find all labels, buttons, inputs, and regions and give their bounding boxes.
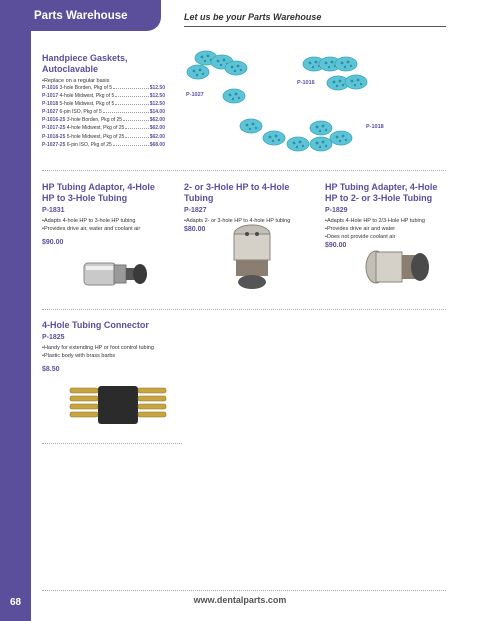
adaptor-body <box>234 234 270 260</box>
price-row: P-1018 5-hole Midwest, Pkg of 5 $12.50 <box>42 101 165 108</box>
product-bullets <box>325 217 445 241</box>
adaptor-photo-p1829 <box>360 242 435 297</box>
product-price: $8.50 <box>42 366 60 373</box>
website-url: www.dentalparts.com <box>193 595 287 605</box>
footer-divider <box>42 590 446 591</box>
product-bullets <box>42 217 167 233</box>
adaptor-collar <box>114 265 126 283</box>
sidebar-band <box>0 0 31 621</box>
product-p1831 <box>42 182 167 246</box>
gasket-item <box>240 119 262 133</box>
price-row: P-1017-25 4-hole Midwest, Pkg of 25 $62.00 <box>42 125 165 132</box>
product-title: HP Tubing Adaptor, 4-Hole HP to 3-Hole Tubing <box>42 182 155 203</box>
gasket-title: Handpiece Gaskets, Autoclavable <box>42 53 128 74</box>
adaptor-photo-p1831 <box>78 248 158 303</box>
adaptor-nut <box>236 260 268 276</box>
gasket-item <box>310 137 332 151</box>
image-label: P-1027 <box>186 92 204 98</box>
gasket-section <box>42 53 177 85</box>
gasket-photos <box>176 46 446 156</box>
product-title: HP Tubing Adapter, 4-Hole HP to 2- or 3-Hole Tubing <box>325 182 438 203</box>
adaptor-photo-p1827 <box>222 220 282 295</box>
gasket-item <box>225 61 247 75</box>
page-number: 68 <box>9 597 22 608</box>
product-bullet: • Provides drive air, water and coolant air <box>42 225 167 233</box>
gasket-item <box>345 75 367 89</box>
header-tab <box>0 0 161 31</box>
product-code: P-1825 <box>42 334 65 341</box>
connector-body <box>98 386 138 424</box>
gasket-price-list <box>42 84 165 149</box>
product-bullet: • Handy for extending HP or foot control tubing <box>42 344 182 352</box>
section-divider <box>42 170 446 171</box>
gasket-item <box>330 131 352 145</box>
price-row: P-1016-25 3-hole Borden, Pkg of 25 $62.00 <box>42 117 165 124</box>
gasket-item <box>263 131 285 145</box>
product-bullets <box>42 344 182 360</box>
image-label: P-1016 <box>297 80 315 86</box>
adaptor-end <box>411 253 429 281</box>
gasket-item <box>287 137 309 151</box>
adaptor-end <box>133 264 147 284</box>
price-row: P-1016 3-hole Borden, Pkg of 5 $12.50 <box>42 85 165 91</box>
product-code: P-1831 <box>42 207 65 214</box>
gasket-item <box>335 57 357 71</box>
gasket-item <box>310 121 332 135</box>
product-bullet: • Provides drive air and water <box>325 225 445 233</box>
product-bullet: • Adapts 4-hole HP to 3-hole HP tubing <box>42 217 167 225</box>
tagline: Let us be your Parts Warehouse <box>184 12 322 22</box>
product-bullet: • Does not provide coolant air <box>325 233 445 241</box>
image-label: P-1018 <box>366 124 384 130</box>
product-bullet: • Adapts 2- or 3-hole HP to 4-hole HP tubing <box>184 217 309 225</box>
section-title: Parts Warehouse <box>34 10 128 22</box>
adaptor-body <box>376 252 402 282</box>
connector-photo-p1825 <box>60 378 180 433</box>
header-divider <box>184 26 446 27</box>
gasket-item <box>223 89 245 103</box>
product-bullet: • Adapts 4-Hole HP to 2/3-Hole HP tubing <box>325 217 445 225</box>
product-code: P-1829 <box>325 207 348 214</box>
gasket-item <box>187 65 209 79</box>
product-title: 2- or 3-Hole HP to 4-Hole Tubing <box>184 182 290 203</box>
price-row: P-1018-25 5-hole Midwest, Pkg of 25 $62.00 <box>42 133 165 140</box>
price-row: P-1027 6-pin ISO, Pkg of 5 $14.00 <box>42 109 165 116</box>
product-p1825 <box>42 320 182 373</box>
product-p1829 <box>325 182 445 249</box>
product-code: P-1827 <box>184 207 207 214</box>
price-row: P-1027-25 6-pin ISO, Pkg of 25 $68.00 <box>42 141 165 148</box>
product-bullet: • Plastic body with brass barbs <box>42 352 182 360</box>
section-divider <box>42 309 446 310</box>
product-price: $90.00 <box>325 242 347 249</box>
price-row: P-1017 4-hole Midwest, Pkg of 5 $12.50 <box>42 93 165 100</box>
product-title: 4-Hole Tubing Connector <box>42 320 149 330</box>
section-divider <box>42 443 182 444</box>
gasket-bullet: • Replace on a regular basis <box>42 77 177 85</box>
product-price: $90.00 <box>42 239 64 246</box>
adaptor-end <box>238 275 266 289</box>
product-price: $80.00 <box>184 226 206 233</box>
